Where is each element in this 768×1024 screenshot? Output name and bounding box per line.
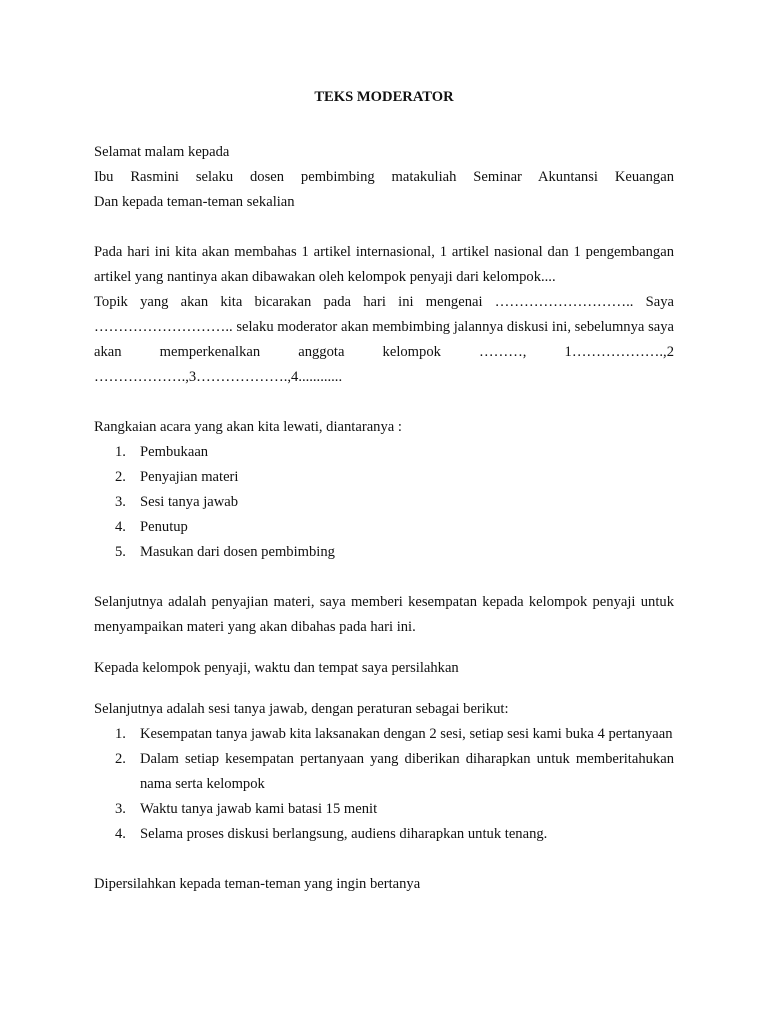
agenda-list	[94, 440, 674, 565]
agenda-heading: Rangkaian acara yang akan kita lewati, diantaranya :	[94, 419, 402, 435]
presentation-paragraph: Selanjutnya adalah penyajian materi, saya memberi kesempatan kepada kelompok penyaji untuk menyampaikan materi yang akan dibahas pada hari ini.	[94, 594, 674, 635]
greeting-line-1: Selamat malam kepada	[94, 144, 230, 160]
agenda-section	[94, 415, 674, 565]
intro-section	[94, 240, 674, 390]
list-item: 5. Masukan dari dosen pembimbing	[115, 544, 335, 560]
greeting-line-3: Dan kepada teman-teman sekalian	[94, 194, 295, 210]
list-item: 1. Kesempatan tanya jawab kita laksanakan dengan 2 sesi, setiap sesi kami buka 4 pertanyaan	[115, 726, 673, 742]
qa-closing: Dipersilahkan kepada teman-teman yang ingin bertanya	[94, 876, 421, 892]
list-item: 2. Dalam setiap kesempatan pertanyaan yang diberikan diharapkan untuk memberitahukan nama serta kelompok	[115, 751, 674, 792]
intro-paragraph-1: Pada hari ini kita akan membahas 1 artikel internasional, 1 artikel nasional dan 1 pengembangan artikel yang nantinya akan dibawakan oleh kelompok penyaji dari kelompok....	[94, 244, 674, 285]
greeting-section	[94, 140, 674, 215]
greeting-line-2: Ibu Rasmini selaku dosen pembimbing matakuliah Seminar Akuntansi Keuangan	[94, 169, 674, 185]
list-item: 4. Selama proses diskusi berlangsung, audiens diharapkan untuk tenang.	[115, 826, 548, 842]
qa-rules-list	[94, 722, 674, 847]
document-title: TEKS MODERATOR	[314, 89, 454, 105]
presentation-section	[94, 590, 674, 681]
list-item: 1. Pembukaan	[115, 444, 209, 460]
qa-heading: Selanjutnya adalah sesi tanya jawab, dengan peraturan sebagai berikut:	[94, 701, 509, 717]
document-page	[94, 88, 674, 897]
list-item: 4. Penutup	[115, 519, 188, 535]
presentation-invite: Kepada kelompok penyaji, waktu dan tempat saya persilahkan	[94, 660, 459, 676]
intro-paragraph-2: Topik yang akan kita bicarakan pada hari ini mengenai ……………………….. Saya ……………………….. selaku moderator akan membimbing jalannya diskusi ini, sebelumnya saya akan memperkenalkan anggota kelompok ………, 1……………….,2 ……………….,3……………….,4............	[94, 294, 674, 385]
list-item: 3. Waktu tanya jawab kami batasi 15 menit	[115, 801, 378, 817]
list-item: 2. Penyajian materi	[115, 469, 239, 485]
list-item: 3. Sesi tanya jawab	[115, 494, 239, 510]
qa-section	[94, 697, 674, 897]
